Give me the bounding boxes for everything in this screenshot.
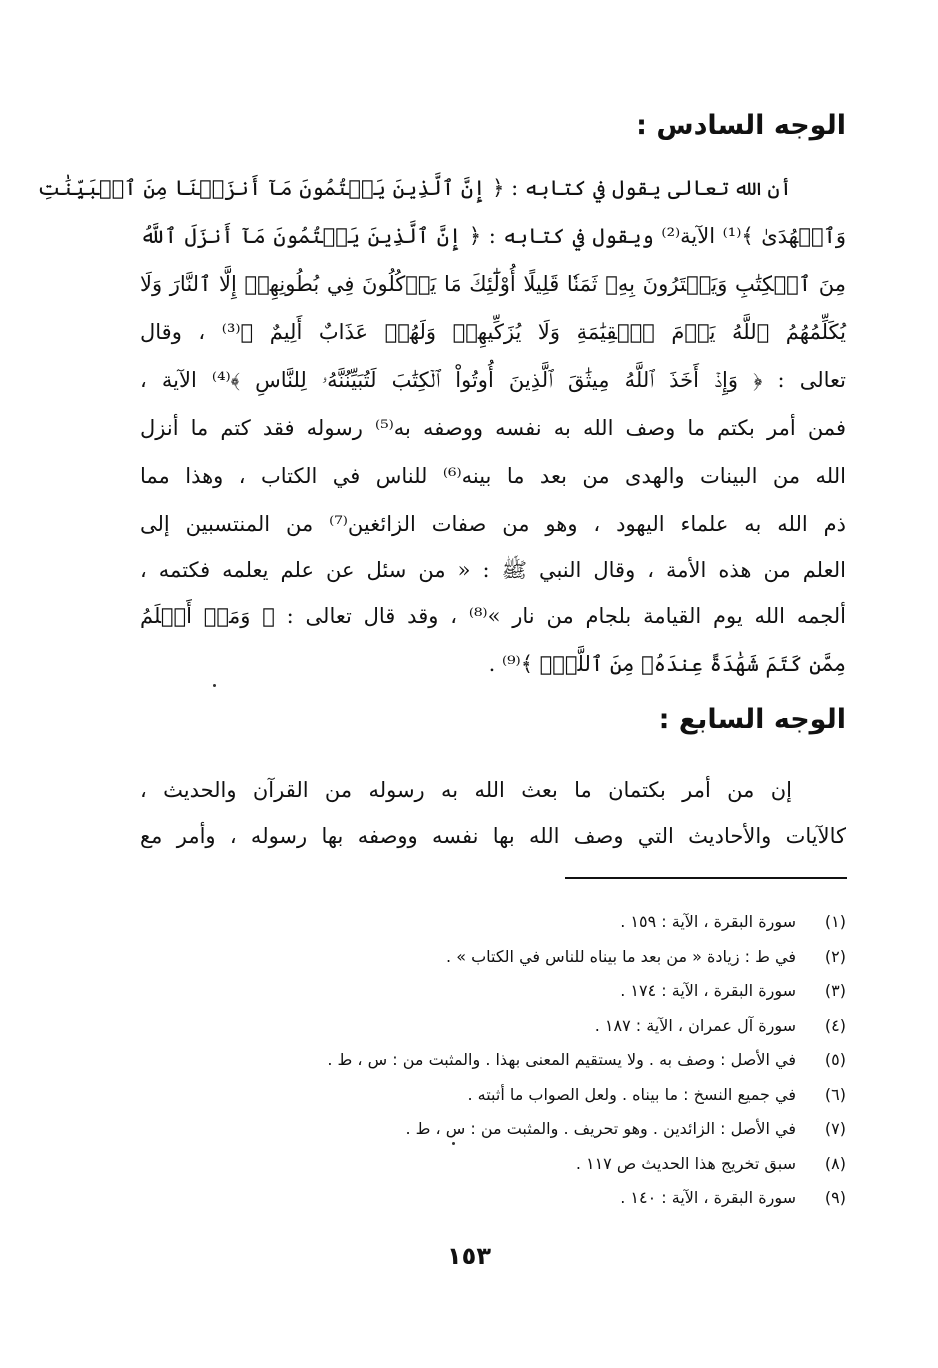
body-line: ذم الله به علماء اليهود ، وهو من صفات الزائغين⁽⁷⁾ من المنتسبين إلى (140, 512, 846, 536)
footnote-number: (٩) (824, 1188, 846, 1207)
body-line: تعالى : ﴿ وَإِذۡ أَخَذَ ٱللَّهُ مِيثَٰقَ ٱلَّذِينَ أُوتُواْ ٱلۡكِتَٰبَ لَتُبَيِّنُنَّهُۥ لِلنَّاسِ ﴾⁽⁴⁾ الآية ، (140, 368, 846, 392)
footnote-item (86, 1112, 846, 1147)
footnote-number: (٥) (824, 1050, 846, 1069)
body-line: ألجمه الله يوم القيامة بلجام من نار »⁽⁸⁾ ، وقد قال تعالى : ﴿ وَمَنۡ أَظۡلَمُ (140, 604, 847, 628)
footnote-text: سورة آل عمران ، الآية : ١٨٧ . (594, 1015, 796, 1035)
scan-speck (452, 1142, 455, 1145)
page-number: ١٥٣ (447, 1242, 491, 1270)
footnote-text: في جميع النسخ : ما بيناه . ولعل الصواب ما أثبته . (467, 1084, 796, 1104)
body-line: مِمَّن كَتَمَ شَهَٰدَةً عِندَهُۥ مِنَ ٱللَّهِۗ ﴾⁽⁹⁾ . (488, 652, 846, 676)
footnote-number: (٦) (824, 1084, 846, 1104)
footnote-text: في الأصل : وصف به . ولا يستقيم المعنى بهذا . والمثبت من : س ، ط . (327, 1050, 796, 1069)
body-line: العلم من هذه الأمة ، وقال النبي ﷺ : « من سئل عن علم يعلمه فكتمه ، (140, 558, 846, 582)
body-line: إن من أمر بكتمان ما بعث الله به رسوله من القرآن والحديث ، (140, 778, 792, 802)
body-line: الله من البينات والهدى من بعد ما بينه⁽⁶⁾ للناس في الكتاب ، وهذا مما (140, 464, 846, 488)
footnote-item (86, 1078, 846, 1113)
footnote-text: سبق تخريج هذا الحديث ص ١١٧ . (575, 1153, 796, 1173)
footnote-number: (٧) (824, 1119, 846, 1138)
body-line: كالآيات والأحاديث التي وصف الله بها نفسه ووصفه بها رسوله ، وأمر مع (140, 824, 846, 848)
section-heading-seventh: الوجه السابع : (658, 704, 846, 735)
footnote-item (86, 1043, 846, 1078)
scan-speck (213, 684, 216, 687)
footnote-item (86, 905, 846, 940)
body-line: وَٱلۡهُدَىٰ ﴾⁽¹⁾ الآية⁽²⁾ ويقول في كتابه : ﴿ إِنَّ ٱلَّذِينَ يَكۡتُمُونَ مَآ أَنزَلَ ٱللَّهُ (140, 224, 847, 248)
footnotes-list (86, 905, 846, 1216)
footnote-item (86, 1009, 846, 1044)
footnote-item (86, 940, 846, 975)
body-line: فمن أمر بكتم ما وصف الله به نفسه ووصفه به⁽⁵⁾ رسوله فقد كتم ما أنزل (140, 416, 846, 440)
footnote-separator (565, 877, 847, 879)
footnote-item (86, 974, 846, 1009)
footnote-number: (٣) (824, 981, 846, 1000)
footnote-item (86, 1181, 846, 1216)
footnote-number: (٢) (824, 946, 846, 966)
footnote-number: (٤) (824, 1015, 846, 1035)
footnote-number: (٨) (824, 1153, 846, 1173)
footnote-text: في الأصل : الزائدين . وهو تحريف . والمثبت من : س ، ط . (405, 1119, 796, 1138)
footnote-text: سورة البقرة ، الآية : ١٥٩ . (620, 912, 796, 931)
body-line: أن الله تعالى يقول في كتابه : ﴿ إِنَّ ٱلَّذِينَ يَكۡتُمُونَ مَآ أَنزَلۡنَا مِنَ ٱلۡبَيِّنَٰتِ (37, 176, 792, 200)
body-line: مِنَ ٱلۡكِتَٰبِ وَيَشۡتَرُونَ بِهِۦ ثَمَنٗا قَلِيلًا أُوْلَٰٓئِكَ مَا يَأۡكُلُونَ فِي بُطُونِهِمۡ إِلَّا ٱلنَّارَ وَلَا (140, 272, 846, 296)
footnote-number: (١) (824, 912, 846, 931)
footnote-text: سورة البقرة ، الآية : ١٤٠ . (620, 1188, 796, 1207)
body-line: يُكَلِّمُهُمُ ٱللَّهُ يَوۡمَ ٱلۡقِيَٰمَةِ وَلَا يُزَكِّيهِمۡ وَلَهُمۡ عَذَابٌ أَلِيمٌ ﴾⁽³⁾ ، وقال (140, 320, 846, 344)
footnote-text: سورة البقرة ، الآية : ١٧٤ . (620, 981, 796, 1000)
footnote-text: في ط : زيادة « من بعد ما بيناه للناس في الكتاب » . (446, 946, 796, 966)
footnote-item (86, 1147, 846, 1182)
section-heading-sixth: الوجه السادس : (636, 110, 846, 141)
